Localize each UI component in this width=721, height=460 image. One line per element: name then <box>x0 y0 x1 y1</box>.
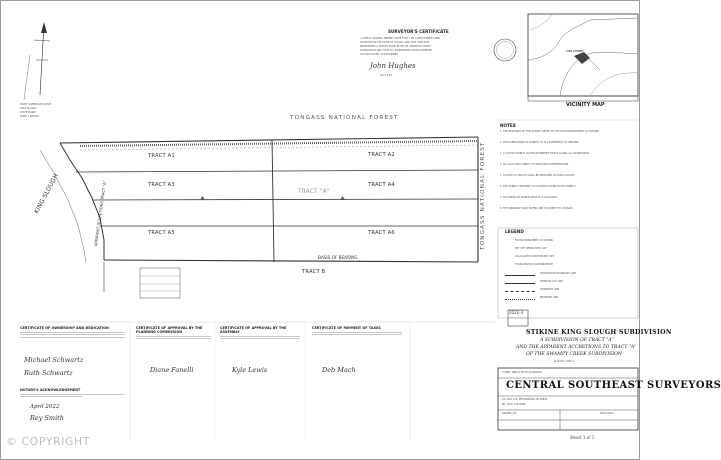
tract-a2: TRACT A2 <box>368 152 395 158</box>
legend-item-8: MEANDER LINE <box>540 296 559 299</box>
legend-boundary-swatch <box>505 275 535 276</box>
cert-planning <box>136 326 211 339</box>
owner1-signature: Michael Schwartz <box>24 356 84 364</box>
cert-line <box>312 332 402 333</box>
vicinity-this-survey: THIS SURVEY <box>566 50 584 53</box>
cert-assembly-heading: CERTIFICATE OF APPROVAL BY THE ASSEMBLY <box>220 326 287 335</box>
cert-line <box>220 336 300 337</box>
tract-a1: TRACT A1 <box>148 153 175 159</box>
surveyor-cert-line-1: I, JOHN S. HUGHES, HEREBY STATE THAT I AM A REGISTERED LAND <box>360 37 441 40</box>
surveyor-cert-line-3: REPRESENTS A SURVEY MADE BY ME OR UNDER MY DIRECT <box>360 45 432 48</box>
cert-ownership-heading: CERTIFICATE OF OWNERSHIP AND DEDICATION <box>20 326 109 330</box>
title-sheet: Sheet 1 of 1 <box>570 435 595 440</box>
cert-notary-heading: NOTARY'S ACKNOWLEDGEMENT <box>20 388 81 392</box>
cert-assembly <box>220 326 300 339</box>
title-phone: PH. (907) 518-9036 <box>502 403 526 406</box>
cert-line <box>20 394 125 395</box>
title-address: P.O. BOX 532, PETERSBURG AK 99833 <box>502 398 548 401</box>
title-date: 08/30/2021 <box>600 412 614 415</box>
subdivision-line-1: A SUBDIVISION OF TRACT "A" <box>540 338 614 343</box>
notary-signature: Rey Smith <box>30 414 64 422</box>
notary-date: April 2022 <box>30 404 60 410</box>
north-arrow-icon <box>24 22 50 100</box>
legend-item-5: SUBDIVISION BOUNDARY LINE <box>540 272 576 275</box>
surveyor-cert-line-5: ACTUALLY EXIST AS DESCRIBED <box>360 53 399 56</box>
datum-line-3: STATE PLANE <box>20 111 36 114</box>
copyright-watermark: © COPYRIGHT <box>6 435 90 448</box>
note-8: 8. THE ORDINARY HIGH WATER LINE IS SUBJECT TO CHANGE. <box>500 207 574 210</box>
note-4: 4. ALL LOTS ARE SUBJECT TO WETLAND DETERMINATION. <box>500 163 569 166</box>
cert-planning-heading: CERTIFICATE OF APPROVAL BY THE PLANNING COMMISSION <box>136 326 203 335</box>
legend-item-4: FOUND BRASS CAP MONUMENT <box>515 263 553 266</box>
tract-a6: TRACT A6 <box>368 230 395 236</box>
note-5: 5. ACCESS TO TRACTS SHALL BE PROVIDED VIA KING SLOUGH. <box>500 174 576 177</box>
assembly-signature: Kyle Lewis <box>232 366 268 374</box>
tract-a4: TRACT A4 <box>368 182 395 188</box>
surveyor-cert-line-2: SURVEYOR IN THE STATE OF ALASKA AND THAT THIS PLAT <box>360 41 430 44</box>
cert-line <box>312 334 402 335</box>
cert-line <box>20 337 125 338</box>
cert-line <box>20 334 125 335</box>
cert-taxes-heading: CERTIFICATE OF PAYMENT OF TAXES <box>312 326 381 330</box>
datum-line-1: NORTH AMERICAN DATUM <box>20 103 52 106</box>
legend-easement-swatch <box>505 291 535 292</box>
cert-line <box>136 338 211 339</box>
vicinity-map-label: VICINITY MAP <box>566 102 605 108</box>
surveyor-certificate-heading: SURVEYOR'S CERTIFICATE <box>388 29 449 34</box>
cert-line <box>20 332 125 333</box>
tract-a-faint: TRACT "A" <box>298 189 330 195</box>
subdivision-plat-no: PLAT NO. 2006-2 <box>554 360 575 363</box>
owner2-signature: Ruth Schwartz <box>24 369 73 377</box>
title-drawn: DRAWN: JSH <box>502 412 517 415</box>
datum-line-2: 1983 ALASKA <box>20 107 37 110</box>
cert-taxes <box>312 326 402 335</box>
note-1: 1. THE BEARINGS OF THIS SURVEY REFER TO THE PLAT MONUMENTED AS SHOWN. <box>500 130 600 133</box>
tract-b: TRACT B <box>302 269 326 275</box>
surveyor-signature: John Hughes <box>370 62 416 70</box>
cert-line <box>20 396 83 397</box>
title-firm: CENTRAL SOUTHEAST SURVEYORS <box>506 380 721 391</box>
datum-line-4: ZONE 1 DATUM <box>20 115 39 118</box>
legend-item-6: INTERIOR LOT LINE <box>540 280 563 283</box>
subdivision-title: STIKINE KING SLOUGH SUBDIVISION <box>526 329 672 336</box>
forest-label-side: TONGASS NATIONAL FOREST <box>480 141 486 250</box>
note-6: 6. THE SUBJECT PROPERTY IS LOCATED WITHIN FLOOD ZONE D. <box>500 185 577 188</box>
taxes-signature: Deb Mach <box>322 366 356 374</box>
legend-item-1: FOUND MONUMENT AS SHOWN <box>515 239 553 242</box>
title-client: CLIENT: MIKE & RUTH SCHWARTZ <box>502 371 542 374</box>
legend-meander-swatch <box>505 299 535 300</box>
cert-line <box>220 338 300 339</box>
recording-stamp: 2022-3 <box>509 310 524 315</box>
basis-of-bearing: BASIS OF BEARING <box>318 255 358 260</box>
note-2: 2. THIS SUBDIVISION IS SUBJECT TO ALL EASEMENTS OF RECORD. <box>500 141 580 144</box>
tract-a5: TRACT A5 <box>148 230 175 236</box>
legend-item-2: SET 5/8" REBAR WITH CAP <box>515 247 547 250</box>
surveyor-cert-line-4: SUPERVISION AND THAT ALL MONUMENTS SHOWN HEREON <box>360 49 432 52</box>
subdivision-line-3: OF THE SWAMPY CREEK SUBDIVISION <box>526 352 622 357</box>
cert-ownership <box>20 326 125 338</box>
cert-line <box>136 336 211 337</box>
legend-lot-swatch <box>505 283 535 284</box>
forest-label-top: TONGASS NATIONAL FOREST <box>290 115 399 121</box>
note-3: 3. A 33 FOOT PUBLIC ACCESS EASEMENT EXISTS ALONG ALL BOUNDARIES. <box>500 152 590 155</box>
planning-signature: Diane Fanelli <box>150 366 194 374</box>
slough-label: KING SLOUGH <box>33 172 61 215</box>
legend-item-3: CALCULATED POSITION NOT SET <box>515 255 554 258</box>
note-7: 7. NO WATER OR SEWER SERVICE IS AVAILABLE. <box>500 196 558 199</box>
notes-heading: NOTES <box>500 123 516 128</box>
legend-heading: LEGEND <box>505 229 524 234</box>
accretion-label: APPARENT ACCRETIONS TRACT "A" <box>93 180 108 247</box>
tract-a3: TRACT A3 <box>148 182 175 188</box>
legend-item-7: EASEMENT LINE <box>540 288 560 291</box>
cert-notary <box>20 388 125 397</box>
subdivision-line-2: AND THE APPARENT ACCRETIONS TO TRACT "A" <box>516 345 637 350</box>
surveyor-registration: LS-7711 <box>380 73 393 77</box>
